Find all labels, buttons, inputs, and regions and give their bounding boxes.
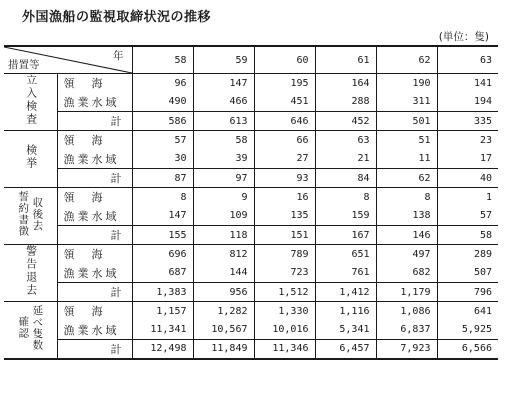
- table-row: [4, 321, 498, 340]
- value-cell: 1,330: [254, 302, 315, 321]
- table-row: [4, 188, 498, 207]
- value-cell: 812: [193, 245, 254, 264]
- value-cell: 761: [315, 264, 376, 283]
- value-cell: 507: [437, 264, 498, 283]
- value-cell: 289: [437, 245, 498, 264]
- value-cell: 288: [315, 93, 376, 112]
- value-cell: 466: [193, 93, 254, 112]
- value-cell: 5,925: [437, 321, 498, 340]
- year-header: 60: [254, 46, 315, 74]
- value-cell: 687: [132, 264, 193, 283]
- value-cell: 16: [254, 188, 315, 207]
- value-cell: 9: [193, 188, 254, 207]
- value-cell: 6,457: [315, 340, 376, 359]
- value-cell: 27: [254, 150, 315, 169]
- category-label-part: 誓約書徴: [17, 191, 30, 238]
- value-cell: 6,837: [376, 321, 437, 340]
- value-cell: 87: [132, 169, 193, 188]
- value-cell: 39: [193, 150, 254, 169]
- category-label-part: 収後去: [31, 196, 44, 232]
- value-cell: 1,282: [193, 302, 254, 321]
- value-cell: 586: [132, 112, 193, 131]
- value-cell: 7,923: [376, 340, 437, 359]
- value-cell: 147: [193, 74, 254, 93]
- value-cell: 164: [315, 74, 376, 93]
- value-cell: 21: [315, 150, 376, 169]
- value-cell: 335: [437, 112, 498, 131]
- table-row: [4, 74, 498, 93]
- total-label: 計: [110, 172, 122, 185]
- value-cell: 1,512: [254, 283, 315, 302]
- value-cell: 682: [376, 264, 437, 283]
- total-label: 計: [110, 286, 122, 299]
- value-cell: 1,157: [132, 302, 193, 321]
- row-label: 漁業水域: [63, 266, 120, 280]
- value-cell: 97: [193, 169, 254, 188]
- value-cell: 66: [254, 131, 315, 150]
- value-cell: 84: [315, 169, 376, 188]
- value-cell: 501: [376, 112, 437, 131]
- value-cell: 6,566: [437, 340, 498, 359]
- total-label: 計: [110, 115, 122, 128]
- row-label: 漁業水域: [63, 152, 120, 166]
- header-row: [4, 46, 498, 74]
- row-label: 領 海: [63, 305, 106, 319]
- row-label: 領 海: [63, 77, 106, 91]
- category-label-part: 確認: [17, 316, 30, 340]
- value-cell: 8: [315, 188, 376, 207]
- value-cell: 5,341: [315, 321, 376, 340]
- row-label: 漁業水域: [63, 209, 120, 223]
- table-body: [4, 74, 498, 359]
- value-cell: 17: [437, 150, 498, 169]
- value-cell: 40: [437, 169, 498, 188]
- value-cell: 1,086: [376, 302, 437, 321]
- value-cell: 159: [315, 207, 376, 226]
- value-cell: 956: [193, 283, 254, 302]
- total-row: [4, 283, 498, 302]
- total-label: 計: [110, 229, 122, 242]
- value-cell: 151: [254, 226, 315, 245]
- value-cell: 490: [132, 93, 193, 112]
- header-corner: [4, 46, 132, 74]
- value-cell: 497: [376, 245, 437, 264]
- table-row: [4, 245, 498, 264]
- value-cell: 1,412: [315, 283, 376, 302]
- value-cell: 723: [254, 264, 315, 283]
- year-header-label: 年: [113, 50, 124, 62]
- year-header: 59: [193, 46, 254, 74]
- category-label: [4, 188, 57, 245]
- value-cell: 8: [376, 188, 437, 207]
- value-cell: 58: [437, 226, 498, 245]
- value-cell: 195: [254, 74, 315, 93]
- total-row: [4, 112, 498, 131]
- value-cell: 194: [437, 93, 498, 112]
- value-cell: 96: [132, 74, 193, 93]
- table-row: [4, 302, 498, 321]
- total-label: 計: [110, 342, 122, 356]
- value-cell: 62: [376, 169, 437, 188]
- value-cell: 23: [437, 131, 498, 150]
- value-cell: 93: [254, 169, 315, 188]
- total-row: [4, 169, 498, 188]
- row-label: 領 海: [63, 191, 106, 205]
- year-header: 63: [437, 46, 498, 74]
- unit-label: (単位：隻): [438, 31, 489, 43]
- value-cell: 51: [376, 131, 437, 150]
- value-cell: 641: [437, 302, 498, 321]
- measure-header-label: 措置等: [8, 59, 40, 71]
- value-cell: 452: [315, 112, 376, 131]
- value-cell: 311: [376, 93, 437, 112]
- value-cell: 190: [376, 74, 437, 93]
- category-label: [4, 131, 57, 188]
- value-cell: 646: [254, 112, 315, 131]
- value-cell: 57: [132, 131, 193, 150]
- value-cell: 30: [132, 150, 193, 169]
- value-cell: 144: [193, 264, 254, 283]
- year-header: 58: [132, 46, 193, 74]
- value-cell: 118: [193, 226, 254, 245]
- value-cell: 11: [376, 150, 437, 169]
- value-cell: 451: [254, 93, 315, 112]
- value-cell: 11,849: [193, 340, 254, 359]
- row-label: 領 海: [63, 248, 106, 262]
- total-row: [4, 226, 498, 245]
- value-cell: 141: [437, 74, 498, 93]
- table-row: [4, 93, 498, 112]
- table-row: [4, 131, 498, 150]
- category-label: [4, 302, 57, 359]
- value-cell: 109: [193, 207, 254, 226]
- value-cell: 1,179: [376, 283, 437, 302]
- value-cell: 613: [193, 112, 254, 131]
- table-row: [4, 207, 498, 226]
- row-label: 領 海: [63, 134, 106, 148]
- value-cell: 651: [315, 245, 376, 264]
- value-cell: 1: [437, 188, 498, 207]
- category-label-text: 検挙: [24, 144, 38, 171]
- value-cell: 138: [376, 207, 437, 226]
- value-cell: 789: [254, 245, 315, 264]
- value-cell: 58: [193, 131, 254, 150]
- row-label: 漁業水域: [63, 323, 120, 337]
- value-cell: 167: [315, 226, 376, 245]
- value-cell: 1,383: [132, 283, 193, 302]
- total-row: [4, 340, 498, 359]
- value-cell: 11,346: [254, 340, 315, 359]
- value-cell: 11,341: [132, 321, 193, 340]
- category-label-text: 警告退去: [24, 245, 38, 298]
- category-label-part: 延べ隻数: [31, 304, 44, 351]
- row-label: 漁業水域: [63, 95, 120, 109]
- value-cell: 796: [437, 283, 498, 302]
- category-label-text: 立入検査: [24, 74, 38, 127]
- value-cell: 146: [376, 226, 437, 245]
- category-label: [4, 74, 57, 131]
- value-cell: 1,116: [315, 302, 376, 321]
- value-cell: 155: [132, 226, 193, 245]
- value-cell: 63: [315, 131, 376, 150]
- table-title: 外国漁船の監視取締状況の推移: [22, 10, 212, 25]
- year-header: 61: [315, 46, 376, 74]
- year-header: 62: [376, 46, 437, 74]
- inspection-table: [4, 45, 498, 360]
- table-row: [4, 264, 498, 283]
- value-cell: 10,567: [193, 321, 254, 340]
- value-cell: 10,016: [254, 321, 315, 340]
- value-cell: 135: [254, 207, 315, 226]
- category-label: [4, 245, 57, 302]
- value-cell: 147: [132, 207, 193, 226]
- value-cell: 696: [132, 245, 193, 264]
- table-row: [4, 150, 498, 169]
- value-cell: 8: [132, 188, 193, 207]
- value-cell: 57: [437, 207, 498, 226]
- value-cell: 12,498: [132, 340, 193, 359]
